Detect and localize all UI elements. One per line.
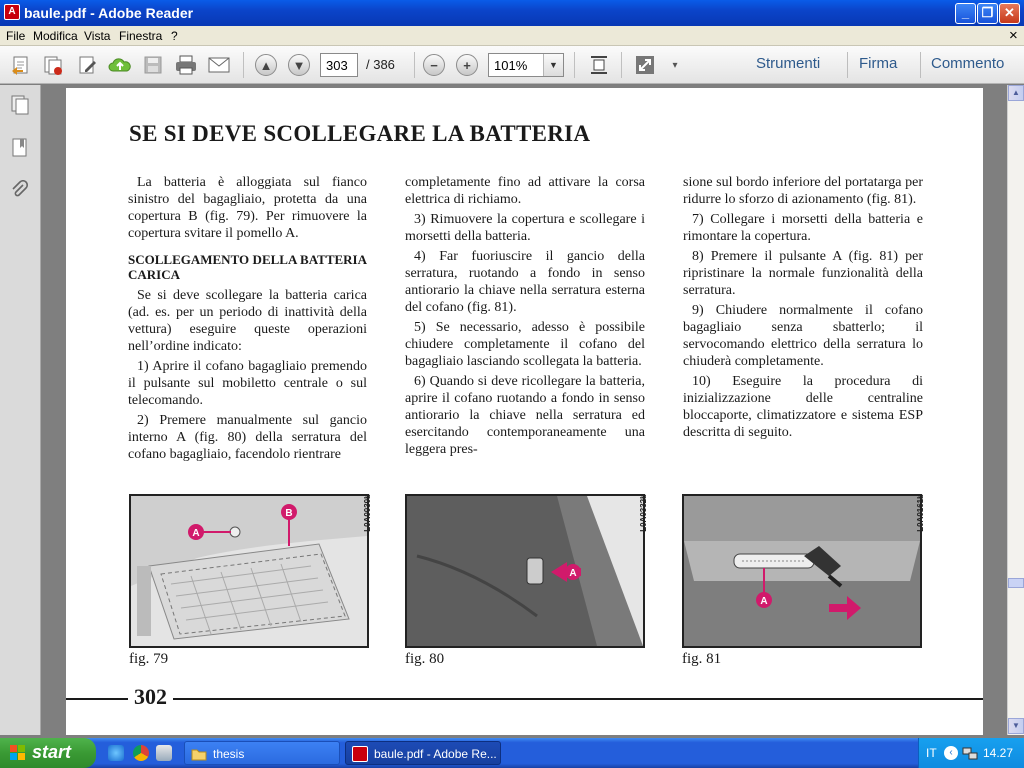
- page-number-input[interactable]: 303: [320, 53, 358, 77]
- paragraph: 8) Premere il pulsante A (fig. 81) per ripristinare la normale funzionalità della serratura.: [683, 249, 923, 298]
- figure-code: L0A0161b: [916, 494, 925, 532]
- figure-code: L0A0332b: [639, 494, 648, 532]
- zoom-out-button[interactable]: [421, 52, 447, 78]
- full-screen-icon[interactable]: [632, 52, 658, 78]
- page-number: 302: [128, 684, 173, 710]
- next-page-button[interactable]: [286, 52, 312, 78]
- title-bar: [0, 0, 1024, 26]
- document-viewport[interactable]: [41, 85, 1007, 735]
- menu-file[interactable]: File: [6, 29, 26, 43]
- previous-page-button[interactable]: [253, 52, 279, 78]
- figure-label: A: [760, 596, 768, 607]
- paragraph: 2) Premere manualmente sul gancio interno A (fig. 80) della serratura del cofano bagagliaio, facendolo rientrare: [128, 413, 367, 462]
- scrollbar-thumb[interactable]: [1008, 578, 1024, 588]
- zoom-select[interactable]: [488, 53, 564, 77]
- tray-expand-icon[interactable]: ‹: [944, 746, 958, 760]
- figure-caption: fig. 81: [682, 651, 722, 667]
- figure-code: L0A0030b: [363, 494, 372, 532]
- toolbar-separator: [243, 52, 244, 78]
- folder-icon: [191, 746, 207, 762]
- column-3: [683, 174, 923, 444]
- menu-vista[interactable]: Vista: [84, 29, 111, 43]
- paragraph: 5) Se necessario, adesso è possibile chiudere completamente il cofano del bagagliaio lasciando scollegata la batteria.: [405, 320, 645, 369]
- chrome-icon[interactable]: [133, 745, 149, 761]
- toolbar-separator: [920, 52, 921, 78]
- figure-81-image: [682, 494, 922, 648]
- fit-page-icon[interactable]: [586, 52, 612, 78]
- paragraph: 4) Far fuoriuscire il gancio della serratura, ruotando a fondo in senso antiorario la chiave nella serratura esterna del cofano (fig. 81).: [405, 249, 645, 315]
- sign-link[interactable]: Firma: [859, 55, 898, 72]
- section-heading: SCOLLEGAMENTO DELLA BATTERIA CARICA: [128, 252, 367, 282]
- paragraph: La batteria è alloggiata sul fianco sinistro del bagagliaio, protetta da una copertura B (fig. 79). Per rimuovere la copertura svitare il pomello A.: [128, 175, 367, 241]
- plus-icon: +: [456, 54, 478, 76]
- create-pdf-icon[interactable]: [8, 52, 34, 78]
- menu-help[interactable]: ?: [171, 29, 178, 43]
- figure-label: B: [285, 508, 293, 519]
- system-tray: [918, 738, 1024, 768]
- toolbar-separator: [414, 52, 415, 78]
- paragraph: sione sul bordo inferiore del portatarga per ridurre lo sforzo di azionamento (fig. 81).: [683, 175, 923, 207]
- save-icon[interactable]: [140, 52, 166, 78]
- navigation-panel: [0, 85, 41, 735]
- taskbar-item-adobe-reader[interactable]: [345, 741, 501, 765]
- paragraph: 6) Quando si deve ricollegare la batteria, aprire il cofano ruotando a fondo in senso antiorario la chiave nella serratura ed esercitando contemporaneamente una leggera pres-: [405, 374, 645, 457]
- clock: 14.27: [983, 746, 1014, 760]
- figure-79-image: [129, 494, 369, 648]
- attachments-icon[interactable]: [8, 178, 32, 204]
- menu-bar: [0, 26, 1024, 46]
- zoom-in-button[interactable]: [454, 52, 480, 78]
- scroll-down-icon[interactable]: ▼: [1008, 718, 1024, 734]
- toolbar-separator: [621, 52, 622, 78]
- email-icon[interactable]: [206, 52, 232, 78]
- start-label: start: [32, 742, 72, 762]
- maximize-button[interactable]: ❐: [977, 3, 998, 24]
- task-label: baule.pdf - Adobe Re...: [374, 747, 497, 761]
- paragraph: Se si deve scollegare la batteria carica (ad. es. per un periodo di inattività della vettura) eseguire queste operazioni nell’ordine indicato:: [128, 288, 367, 354]
- task-label: thesis: [213, 747, 245, 761]
- tools-link[interactable]: Strumenti: [756, 55, 821, 72]
- windows-logo-icon: [10, 745, 26, 761]
- paragraph: 7) Collegare i morsetti della batteria e rimontare la copertura.: [683, 212, 923, 244]
- paragraph: 9) Chiudere normalmente il cofano bagagliaio senza sbatterlo; il servocomando elettrico della serratura lo chiuderà completamente.: [683, 303, 923, 369]
- paragraph: 10) Eseguire la procedura di inizializzazione delle centraline bloccaporte, climatizzatore e sistema ESP descritta di seguito.: [683, 374, 923, 440]
- figure-caption: fig. 79: [129, 651, 169, 667]
- chevron-down-icon[interactable]: ▼: [543, 54, 563, 76]
- vertical-scrollbar[interactable]: [1007, 85, 1024, 735]
- bookmarks-icon[interactable]: [8, 135, 32, 161]
- taskbar: [0, 738, 1024, 768]
- menu-modifica[interactable]: Modifica: [33, 29, 78, 43]
- adobe-pdf-icon: A: [4, 4, 20, 20]
- column-2: [405, 174, 645, 461]
- pdf-page: [66, 88, 983, 735]
- paragraph: completamente fino ad attivare la corsa elettrica di richiamo.: [405, 175, 645, 207]
- print-icon[interactable]: [173, 52, 199, 78]
- start-button[interactable]: [0, 738, 96, 768]
- figure-label: A: [192, 528, 200, 539]
- arrow-up-icon: ▲: [255, 54, 277, 76]
- toolbar-separator: [847, 52, 848, 78]
- figure-caption: fig. 80: [405, 651, 445, 667]
- show-desktop-icon[interactable]: [156, 745, 172, 761]
- comment-link[interactable]: Commento: [931, 55, 1005, 72]
- arrow-down-icon: ▼: [288, 54, 310, 76]
- page-total: / 386: [366, 57, 395, 72]
- toolbar-options-icon[interactable]: ▾: [672, 59, 678, 71]
- footer-rule: [66, 698, 983, 700]
- language-indicator[interactable]: IT: [926, 746, 937, 760]
- taskbar-item-thesis[interactable]: [184, 741, 340, 765]
- page-title: SE SI DEVE SCOLLEGARE LA BATTERIA: [129, 121, 591, 146]
- toolbar-separator: [574, 52, 575, 78]
- upload-cloud-icon[interactable]: [107, 52, 133, 78]
- edit-pdf-icon[interactable]: [75, 52, 101, 78]
- adobe-reader-icon: [352, 746, 368, 762]
- document-close-icon[interactable]: ×: [1009, 27, 1018, 44]
- figure-label: A: [569, 568, 577, 579]
- close-button[interactable]: ✕: [999, 3, 1020, 24]
- paragraph: 1) Aprire il cofano bagagliaio premendo il pulsante sul mobiletto centrale o sul telecomando.: [128, 359, 367, 408]
- internet-explorer-icon[interactable]: [108, 745, 124, 761]
- combine-files-icon[interactable]: [40, 52, 66, 78]
- minimize-button[interactable]: _: [955, 3, 976, 24]
- network-icon[interactable]: [962, 745, 978, 761]
- scroll-up-icon[interactable]: ▲: [1008, 85, 1024, 101]
- menu-finestra[interactable]: Finestra: [119, 29, 163, 43]
- figure-80-image: [405, 494, 645, 648]
- zoom-value: 101%: [494, 58, 528, 73]
- minus-icon: −: [423, 54, 445, 76]
- window-title: baule.pdf - Adobe Reader: [24, 5, 194, 21]
- paragraph: 3) Rimuovere la copertura e scollegare i morsetti della batteria.: [405, 212, 645, 244]
- page-thumbnails-icon[interactable]: [8, 92, 32, 118]
- column-1: [128, 174, 367, 466]
